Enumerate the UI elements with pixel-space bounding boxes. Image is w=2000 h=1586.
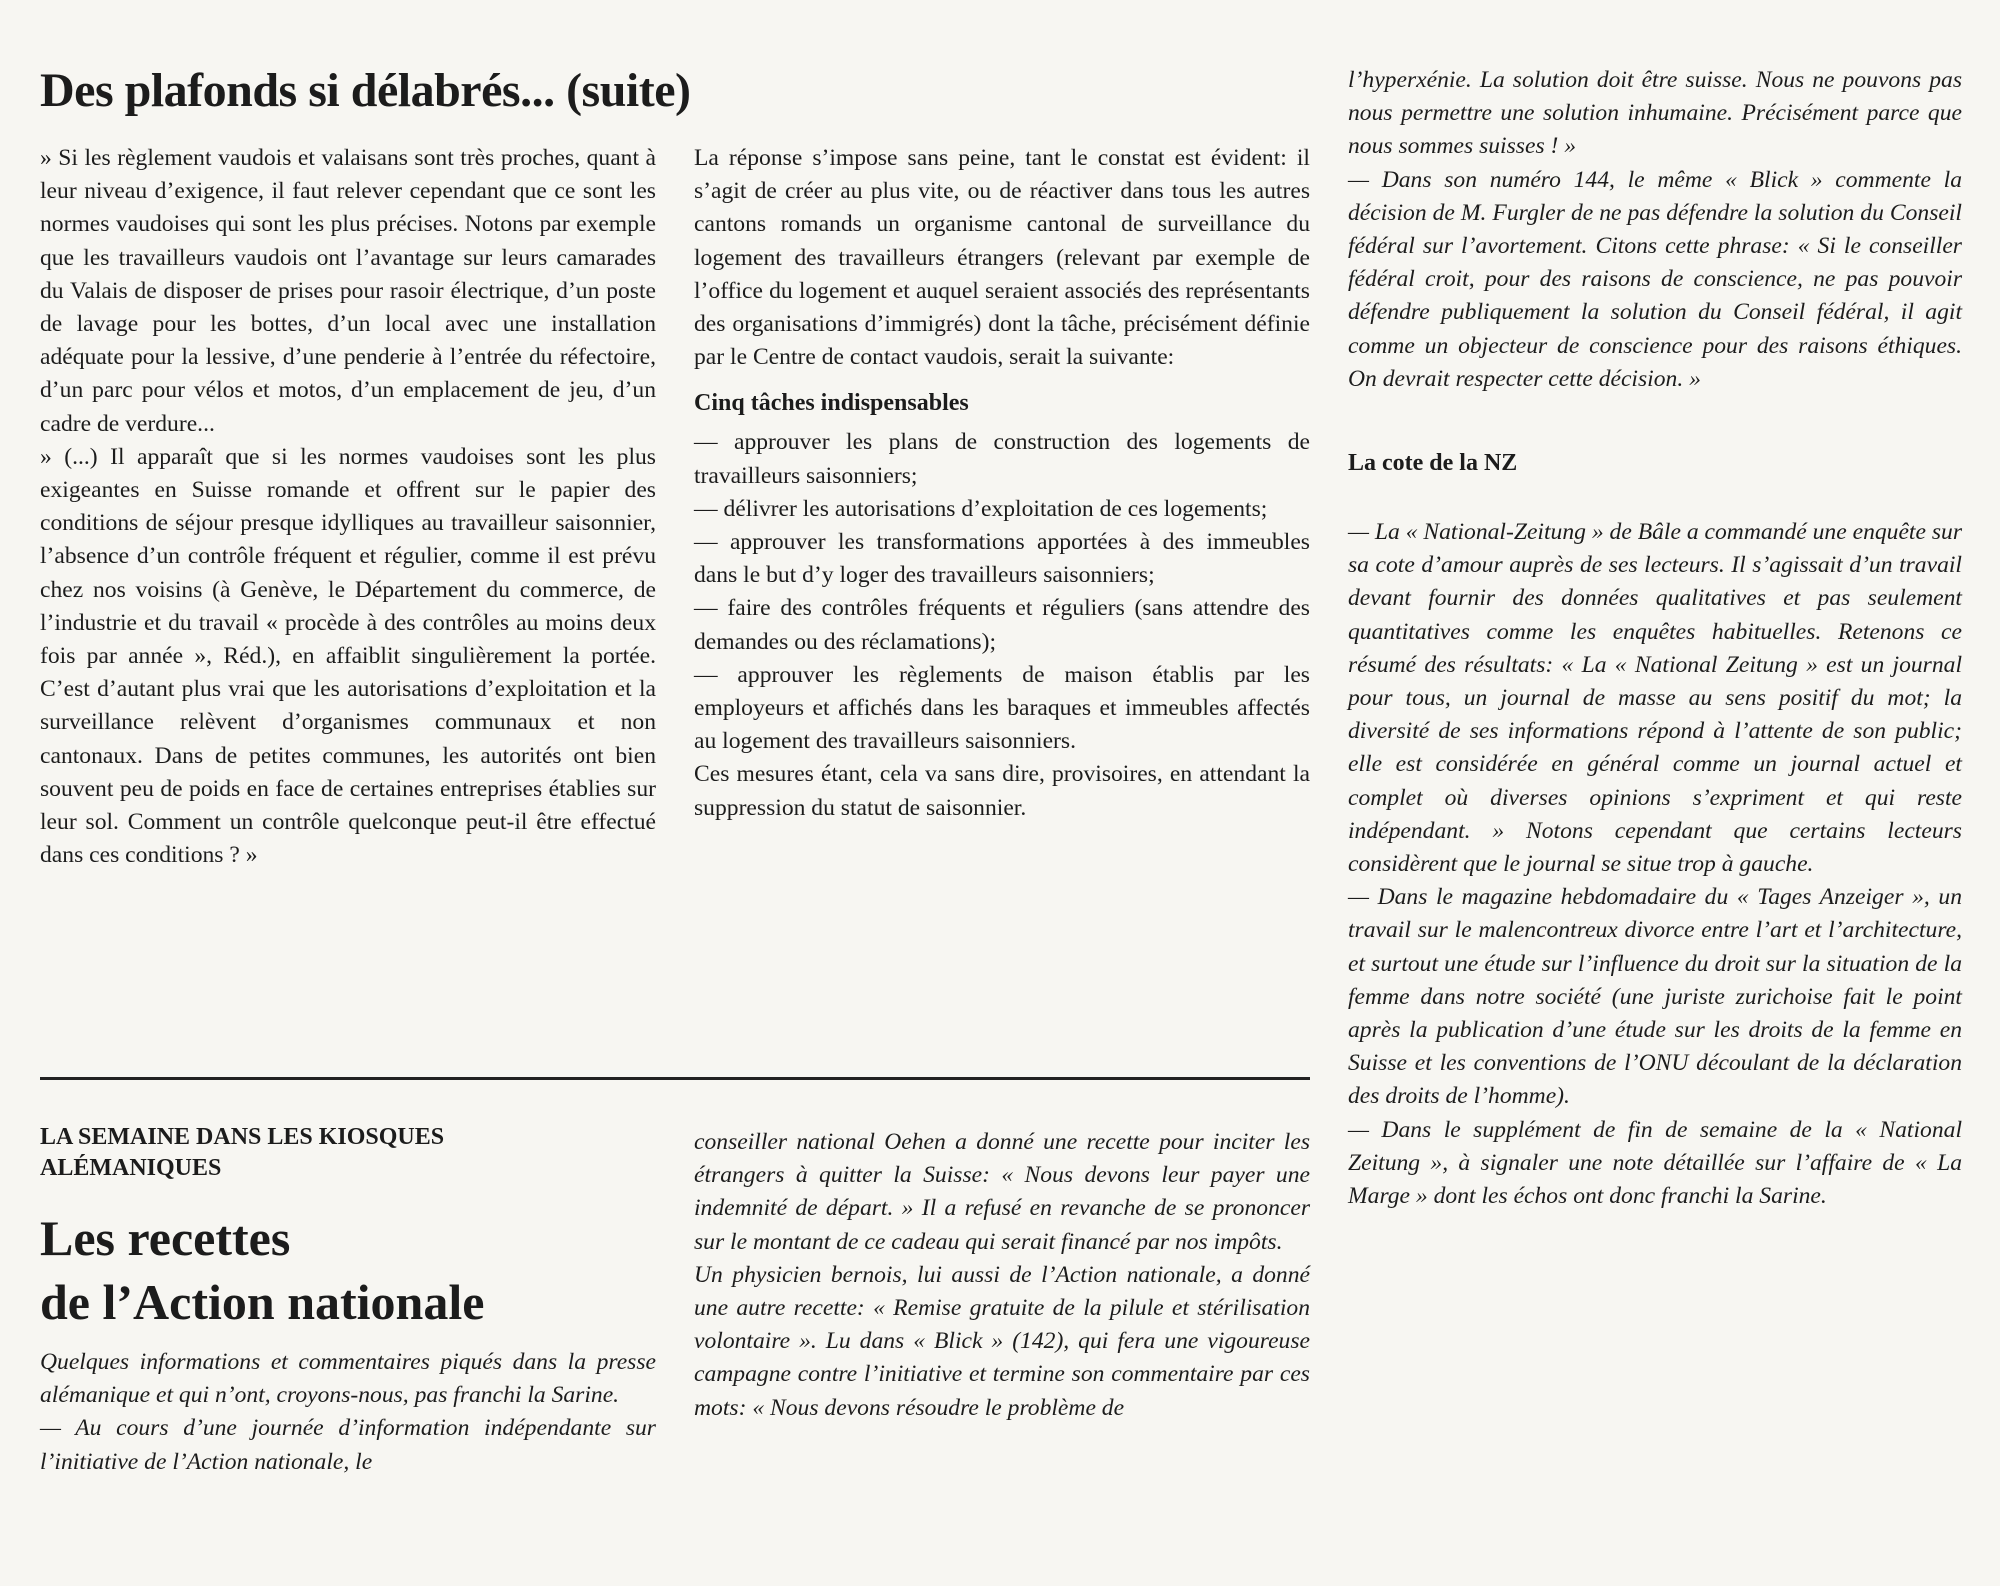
task-list-item: — approuver les règlements de maison établis par les employeurs et affichés dans les baraques et immeubles affectés au logement des travailleurs saisonniers. <box>694 661 1310 755</box>
task-list-item: — délivrer les autorisations d’exploitation de ces logements; <box>694 495 1268 522</box>
right-column-paragraph: — Dans le supplément de fin de semaine de la « National Zeitung », à signaler une note détaillée sur l’affaire de « La Marge » dont les échos ont donc franchi la Sarine. <box>1348 1116 1962 1210</box>
right-column-paragraph: — Dans le magazine hebdomadaire du « Tages Anzeiger », un travail sur le malencontreux divorce entre l’art et l’architecture, et surtout une étude sur l’influence du droit sur la situation de la femme dans notre société (une juriste zurichoise fait le point après la publication d’une étude sur les droits de la femme en Suisse et les conventions de l’ONU découlant de la déclaration des droits de l’homme). <box>1348 884 1962 1110</box>
bottom-article-title-line-1: Les recettes <box>40 1210 291 1266</box>
bottom-article-paragraph: Un physicien bernois, lui aussi de l’Action nationale, a donné une autre recette: « Remise gratuite de la pilule et stérilisation volontaire ». Lu dans « Blick » (142), qui fera une vigoureuse campagne contre l’initiative et termine son commentaire par ces mots: « Nous devons résoudre le problème de <box>694 1261 1310 1421</box>
task-list-item: — approuver les plans de construction des logements de travailleurs saisonniers; <box>694 429 1310 489</box>
task-list-item: — faire des contrôles fréquents et réguliers (sans attendre des demandes ou des réclamations); <box>694 595 1310 655</box>
bottom-article-kicker: LA SEMAINE DANS LES KIOSQUES ALÉMANIQUES <box>40 1124 445 1181</box>
top-article-paragraph: » (...) Il apparaît que si les normes vaudoises sont les plus exigeantes en Suisse romande et offrent sur le papier des conditions de séjour presque idylliques au travailleur saisonnier, l’absence d’un contrôle fréquent et régulier, comme il est prévu chez nos voisins (à Genève, le Département du commerce, de l’industrie et du travail « procède à des contrôles au moins deux fois par année », Réd.), en affaiblit singulièrement la portée. C’est d’autant plus vrai que les autorisations d’exploitation et la surveillance relèvent d’organismes communaux et non cantonaux. Dans de petites communes, les autorités ont bien souvent peu de poids en face de certaines entreprises établies sur leur sol. Comment un contrôle quelconque peut-il être effectué dans ces conditions ? » <box>40 443 656 869</box>
top-article-outro: Ces mesures étant, cela va sans dire, provisoires, en attendant la suppression du statut de saisonnier. <box>694 761 1310 821</box>
bottom-article-lead: Quelques informations et commentaires piqués dans la presse alémanique et qui n’ont, croyons-nous, pas franchi la Sarine. <box>40 1349 656 1409</box>
bottom-article-title-line-2: de l’Action nationale <box>40 1274 485 1330</box>
bottom-article-paragraph: conseiller national Oehen a donné une recette pour inciter les étrangers à quitter la Suisse: « Nous devons leur payer une indemnité de départ. » Il a refusé en revanche de se prononcer sur le montant de ce cadeau qui serait financé par nos impôts. <box>694 1129 1310 1255</box>
top-article-paragraph: » Si les règlement vaudois et valaisans sont très proches, quant à leur niveau d’exigence, il faut relever cependant que ce sont les normes vaudoises qui sont les plus précises. Notons par exemple que les travailleurs vaudois ont l’avantage sur leurs camarades du Valais de disposer de prises pour rasoir électrique, d’un poste de lavage pour les bottes, d’un local avec une installation adéquate pour la lessive, d’une penderie à l’entrée du réfectoire, d’un parc pour vélos et motos, d’un emplacement de jeu, d’un cadre de verdure... <box>40 145 656 437</box>
right-column-paragraph: l’hyperxénie. La solution doit être suisse. Nous ne pouvons pas nous permettre une solution inhumaine. Précisément parce que nous sommes suisses ! » <box>1348 67 1962 160</box>
right-column-paragraph: — La « National-Zeitung » de Bâle a commandé une enquête sur sa cote d’amour auprès de ses lecteurs. Il s’agissait d’un travail devant fournir des données qualitatives et pas seulement quantitatives comme les enquêtes habituelles. Retenons ce résumé des résultats: « La « National Zeitung » est un journal pour tous, un journal de masse au sens positif du mot; la diversité de ses informations répond à l’attente de son public; elle est considérée en général comme un journal actuel et complet où diverses opinions s’expriment et qui reste indépendant. » Notons cependant que certains lecteurs considèrent que le journal se situe trop à gauche. <box>1348 519 1963 878</box>
bottom-article-column-2 <box>694 1126 1310 1425</box>
task-list-item: — approuver les transformations apportées à des immeubles dans le but d’y loger des travailleurs saisonniers; <box>694 529 1310 589</box>
right-column-subheading: La cote de la NZ <box>1348 450 1518 477</box>
top-article-title-block <box>40 62 800 120</box>
top-article-column-2 <box>694 142 1310 825</box>
top-article-intro: La réponse s’impose sans peine, tant le constat est évident: il s’agit de créer au plus vite, ou de réactiver dans tous les autres cantons romands un organisme cantonal de surveillance du logement des travailleurs étrangers (relevant par exemple de l’office du logement et auquel seraient associés des représentants des organisations d’immigrés) dont la tâche, précisément définie par le Centre de contact vaudois, serait la suivante: <box>694 145 1310 371</box>
section-divider <box>40 1077 1310 1080</box>
right-column-paragraph: — Dans son numéro 144, le même « Blick » commente la décision de M. Furgler de ne pas défendre la solution du Conseil fédéral sur l’avortement. Citons cette phrase: « Si le conseiller fédéral croit, pour des raisons de conscience, ne pas pouvoir défendre publiquement la solution du Conseil fédéral, il agit comme un objecteur de conscience pour des raisons éthiques. On devrait respecter cette décision. » <box>1348 166 1962 392</box>
top-article-column-1 <box>40 142 656 872</box>
top-article-title: Des plafonds si délabrés... (suite) <box>40 64 691 117</box>
bottom-article-paragraph: — Au cours d’une journée d’information indépendante sur l’initiative de l’Action nationale, le <box>40 1415 656 1475</box>
top-article-subheading: Cinq tâches indispensables <box>694 390 969 417</box>
bottom-article-column-1 <box>40 1122 656 1479</box>
right-column <box>1348 64 1962 1213</box>
